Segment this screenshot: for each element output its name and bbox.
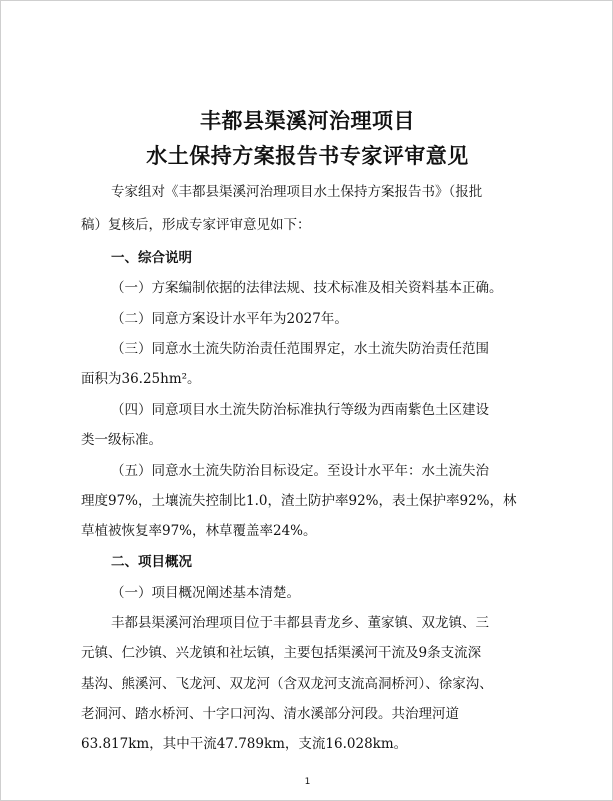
paragraph-line: （一）方案编制依据的法律法规、技术标准及相关资料基本正确。 [111, 280, 503, 296]
paragraph-line: 理度97%，土壤流失控制比1.0，渣土防护率92%，表土保护率92%，林 [81, 493, 517, 509]
paragraph-line: 草植被恢复率97%，林草覆盖率24%。 [81, 523, 317, 539]
paragraph-line: 专家组对《丰都县渠溪河治理项目水土保持方案报告书》（报批 [111, 184, 483, 200]
paragraph-line: （二）同意方案设计水平年为2027年。 [111, 311, 348, 327]
paragraph-line: 面积为36.25hm²。 [81, 371, 201, 387]
paragraph-line: 基沟、熊溪河、飞龙河、双龙河（含双龙河支流高洞桥河）、徐家沟、 [81, 676, 493, 692]
document-title-line-2: 水土保持方案报告书专家评审意见 [146, 144, 469, 168]
paragraph-line: （三）同意水土流失防治责任范围界定，水土流失防治责任范围 [111, 341, 489, 357]
paragraph-line: 老洞河、踏水桥河、十字口河沟、清水溪部分河段。共治理河道 [81, 706, 459, 722]
paragraph-line: （一）项目概况阐述基本清楚。 [111, 585, 300, 601]
paragraph-line: 63.817km，其中干流47.789km，支流16.028km。 [81, 736, 408, 752]
paragraph-line: 丰都县渠溪河治理项目位于丰都县青龙乡、董家镇、双龙镇、三 [111, 615, 489, 631]
paragraph-line: （四）同意项目水土流失防治标准执行等级为西南紫色土区建设 [111, 402, 489, 418]
section-heading: 二、项目概况 [111, 554, 192, 570]
paragraph-line: （五）同意水土流失防治目标设定。至设计水平年：水土流失治 [111, 463, 489, 479]
paragraph-line: 元镇、仁沙镇、兴龙镇和社坛镇，主要包括渠溪河干流及9条支流深 [81, 645, 482, 661]
page-number: 1 [304, 777, 311, 787]
paragraph-line: 类一级标准。 [81, 432, 162, 448]
section-heading: 一、综合说明 [111, 250, 192, 266]
document-title-line-1: 丰都县渠溪河治理项目 [200, 109, 415, 133]
paragraph-line: 稿）复核后，形成专家评审意见如下： [81, 217, 311, 233]
